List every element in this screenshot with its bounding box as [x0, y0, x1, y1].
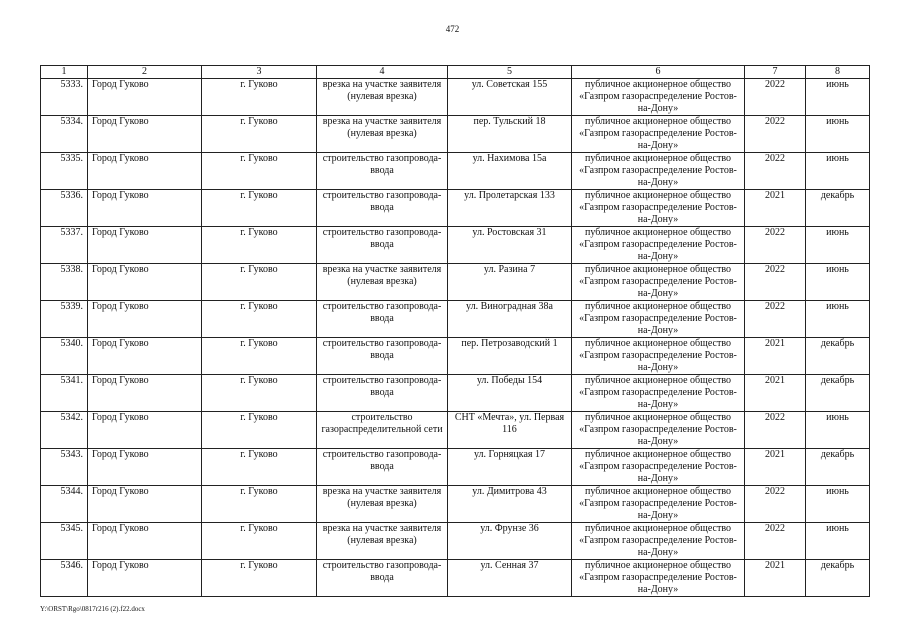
- work-type-cell: врезка на участке заявителя (нулевая врезка): [317, 523, 448, 560]
- district-cell: Город Гуково: [88, 523, 202, 560]
- table-row: [41, 560, 870, 597]
- year-cell: 2022: [745, 264, 806, 301]
- year-cell: 2021: [745, 449, 806, 486]
- month-cell: июнь: [806, 486, 870, 523]
- column-header-4: 4: [317, 66, 448, 79]
- address-cell: пер. Тульский 18: [448, 116, 572, 153]
- month-cell: декабрь: [806, 560, 870, 597]
- year-cell: 2022: [745, 412, 806, 449]
- settlement-cell: г. Гуково: [202, 412, 317, 449]
- organization-cell: публичное акционерное общество «Газпром газораспределение Ростов-на-Дону»: [572, 449, 745, 486]
- address-cell: ул. Нахимова 15а: [448, 153, 572, 190]
- row-number-cell: 5344.: [41, 486, 88, 523]
- work-type-cell: врезка на участке заявителя (нулевая врезка): [317, 486, 448, 523]
- district-cell: Город Гуково: [88, 116, 202, 153]
- year-cell: 2022: [745, 227, 806, 264]
- district-cell: Город Гуково: [88, 560, 202, 597]
- month-cell: июнь: [806, 227, 870, 264]
- address-cell: ул. Советская 155: [448, 79, 572, 116]
- settlement-cell: г. Гуково: [202, 116, 317, 153]
- footer-file-path: Y:\ORST\Rgo\0817r216 (2).f22.docx: [40, 605, 145, 613]
- organization-cell: публичное акционерное общество «Газпром газораспределение Ростов-на-Дону»: [572, 116, 745, 153]
- district-cell: Город Гуково: [88, 227, 202, 264]
- organization-cell: публичное акционерное общество «Газпром газораспределение Ростов-на-Дону»: [572, 301, 745, 338]
- row-number-cell: 5346.: [41, 560, 88, 597]
- table-row: [41, 116, 870, 153]
- year-cell: 2021: [745, 560, 806, 597]
- column-header-row: [41, 66, 870, 79]
- row-number-cell: 5341.: [41, 375, 88, 412]
- settlement-cell: г. Гуково: [202, 264, 317, 301]
- work-type-cell: строительство газопровода-ввода: [317, 153, 448, 190]
- month-cell: декабрь: [806, 375, 870, 412]
- year-cell: 2022: [745, 301, 806, 338]
- organization-cell: публичное акционерное общество «Газпром газораспределение Ростов-на-Дону»: [572, 338, 745, 375]
- table-row: [41, 375, 870, 412]
- organization-cell: публичное акционерное общество «Газпром газораспределение Ростов-на-Дону»: [572, 375, 745, 412]
- organization-cell: публичное акционерное общество «Газпром газораспределение Ростов-на-Дону»: [572, 560, 745, 597]
- address-cell: СНТ «Мечта», ул. Первая 116: [448, 412, 572, 449]
- address-cell: ул. Фрунзе 36: [448, 523, 572, 560]
- settlement-cell: г. Гуково: [202, 153, 317, 190]
- address-cell: пер. Петрозаводский 1: [448, 338, 572, 375]
- work-type-cell: врезка на участке заявителя (нулевая врезка): [317, 264, 448, 301]
- address-cell: ул. Горняцкая 17: [448, 449, 572, 486]
- district-cell: Город Гуково: [88, 412, 202, 449]
- page-number: 472: [445, 24, 460, 34]
- column-header-8: 8: [806, 66, 870, 79]
- work-type-cell: строительство газопровода-ввода: [317, 227, 448, 264]
- district-cell: Город Гуково: [88, 486, 202, 523]
- organization-cell: публичное акционерное общество «Газпром газораспределение Ростов-на-Дону»: [572, 153, 745, 190]
- organization-cell: публичное акционерное общество «Газпром газораспределение Ростов-на-Дону»: [572, 227, 745, 264]
- column-header-6: 6: [572, 66, 745, 79]
- month-cell: июнь: [806, 301, 870, 338]
- settlement-cell: г. Гуково: [202, 523, 317, 560]
- table-row: [41, 412, 870, 449]
- table-row: [41, 338, 870, 375]
- year-cell: 2021: [745, 190, 806, 227]
- address-cell: ул. Победы 154: [448, 375, 572, 412]
- work-type-cell: строительство газопровода-ввода: [317, 338, 448, 375]
- organization-cell: публичное акционерное общество «Газпром газораспределение Ростов-на-Дону»: [572, 412, 745, 449]
- column-header-5: 5: [448, 66, 572, 79]
- district-cell: Город Гуково: [88, 190, 202, 227]
- settlement-cell: г. Гуково: [202, 486, 317, 523]
- table-body: [41, 66, 870, 597]
- column-header-1: 1: [41, 66, 88, 79]
- settlement-cell: г. Гуково: [202, 79, 317, 116]
- month-cell: июнь: [806, 412, 870, 449]
- settlement-cell: г. Гуково: [202, 301, 317, 338]
- table-row: [41, 301, 870, 338]
- table-row: [41, 227, 870, 264]
- work-type-cell: строительство газопровода-ввода: [317, 449, 448, 486]
- row-number-cell: 5335.: [41, 153, 88, 190]
- month-cell: декабрь: [806, 190, 870, 227]
- row-number-cell: 5342.: [41, 412, 88, 449]
- work-type-cell: врезка на участке заявителя (нулевая врезка): [317, 79, 448, 116]
- address-cell: ул. Виноградная 38а: [448, 301, 572, 338]
- address-cell: ул. Пролетарская 133: [448, 190, 572, 227]
- district-cell: Город Гуково: [88, 375, 202, 412]
- table-row: [41, 264, 870, 301]
- year-cell: 2022: [745, 523, 806, 560]
- table-row: [41, 153, 870, 190]
- address-cell: ул. Димитрова 43: [448, 486, 572, 523]
- row-number-cell: 5339.: [41, 301, 88, 338]
- row-number-cell: 5333.: [41, 79, 88, 116]
- work-type-cell: строительство газопровода-ввода: [317, 301, 448, 338]
- address-cell: ул. Ростовская 31: [448, 227, 572, 264]
- settlement-cell: г. Гуково: [202, 338, 317, 375]
- table-row: [41, 486, 870, 523]
- row-number-cell: 5334.: [41, 116, 88, 153]
- district-cell: Город Гуково: [88, 449, 202, 486]
- district-cell: Город Гуково: [88, 301, 202, 338]
- row-number-cell: 5338.: [41, 264, 88, 301]
- month-cell: декабрь: [806, 449, 870, 486]
- row-number-cell: 5336.: [41, 190, 88, 227]
- organization-cell: публичное акционерное общество «Газпром газораспределение Ростов-на-Дону»: [572, 264, 745, 301]
- table-row: [41, 449, 870, 486]
- row-number-cell: 5343.: [41, 449, 88, 486]
- month-cell: июнь: [806, 264, 870, 301]
- address-cell: ул. Разина 7: [448, 264, 572, 301]
- settlement-cell: г. Гуково: [202, 190, 317, 227]
- year-cell: 2022: [745, 153, 806, 190]
- settlement-cell: г. Гуково: [202, 227, 317, 264]
- address-cell: ул. Сенная 37: [448, 560, 572, 597]
- settlement-cell: г. Гуково: [202, 449, 317, 486]
- year-cell: 2022: [745, 116, 806, 153]
- month-cell: июнь: [806, 116, 870, 153]
- month-cell: декабрь: [806, 338, 870, 375]
- table-row: [41, 79, 870, 116]
- district-cell: Город Гуково: [88, 79, 202, 116]
- month-cell: июнь: [806, 153, 870, 190]
- organization-cell: публичное акционерное общество «Газпром газораспределение Ростов-на-Дону»: [572, 79, 745, 116]
- work-type-cell: строительство газораспределительной сети: [317, 412, 448, 449]
- year-cell: 2022: [745, 486, 806, 523]
- settlement-cell: г. Гуково: [202, 375, 317, 412]
- organization-cell: публичное акционерное общество «Газпром газораспределение Ростов-на-Дону»: [572, 523, 745, 560]
- organization-cell: публичное акционерное общество «Газпром газораспределение Ростов-на-Дону»: [572, 486, 745, 523]
- column-header-7: 7: [745, 66, 806, 79]
- work-type-cell: строительство газопровода-ввода: [317, 375, 448, 412]
- year-cell: 2021: [745, 375, 806, 412]
- row-number-cell: 5340.: [41, 338, 88, 375]
- table-row: [41, 190, 870, 227]
- column-header-3: 3: [202, 66, 317, 79]
- column-header-2: 2: [88, 66, 202, 79]
- settlement-cell: г. Гуково: [202, 560, 317, 597]
- work-type-cell: врезка на участке заявителя (нулевая врезка): [317, 116, 448, 153]
- row-number-cell: 5337.: [41, 227, 88, 264]
- month-cell: июнь: [806, 523, 870, 560]
- row-number-cell: 5345.: [41, 523, 88, 560]
- district-cell: Город Гуково: [88, 264, 202, 301]
- work-type-cell: строительство газопровода-ввода: [317, 190, 448, 227]
- district-cell: Город Гуково: [88, 338, 202, 375]
- month-cell: июнь: [806, 79, 870, 116]
- year-cell: 2021: [745, 338, 806, 375]
- district-cell: Город Гуково: [88, 153, 202, 190]
- year-cell: 2022: [745, 79, 806, 116]
- register-table: [40, 65, 870, 597]
- organization-cell: публичное акционерное общество «Газпром газораспределение Ростов-на-Дону»: [572, 190, 745, 227]
- work-type-cell: строительство газопровода-ввода: [317, 560, 448, 597]
- table-row: [41, 523, 870, 560]
